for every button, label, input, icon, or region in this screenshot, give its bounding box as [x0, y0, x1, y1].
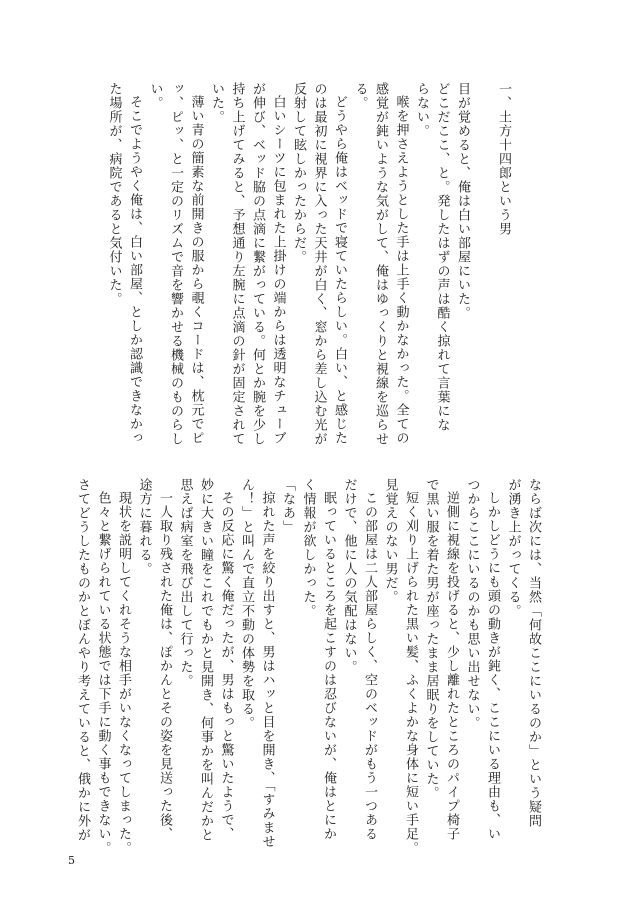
- text-line: この部屋は二人部屋らしく、空のベッドがもう一つある: [362, 491, 377, 841]
- text-line: さてどうしたものかとぼんやり考えていると、俄かに外が: [75, 478, 90, 842]
- text-line: ッ、ピッ、と一定のリズムで音を響かせる機械のものらし: [168, 82, 183, 446]
- text-line: 見覚えのない男だ。: [382, 478, 398, 604]
- text-line: 妙に大きい瞳をこれでもかと見開き、何事かを叫んだかと: [198, 478, 213, 842]
- text-line: のは最初に視界に入った天井が白く、窓から差し込む光が: [311, 82, 327, 446]
- text-line: 色々と繋げられている状態では下手に動く事もできない。: [95, 491, 111, 855]
- text-line: く情報が欲しかった。: [300, 478, 316, 618]
- text-line: らない。: [414, 82, 429, 138]
- text-line: た場所が、病院であると気付いた。: [106, 82, 122, 306]
- text-line: で黒い服を着た男が座ったまま居眠りをしていた。: [423, 478, 439, 800]
- text-line: 短く刈り上げられた黒い髪、ふくよかな身体に短い手足。: [403, 491, 418, 855]
- text-line: だけで、他に人の気配はない。: [341, 478, 357, 674]
- text-line: 思えば病室を飛び出して行った。: [177, 478, 193, 688]
- text-line: 現状を説明してくれそうな相手がいなくなってしまった。: [116, 491, 131, 855]
- text-line: る。: [352, 82, 368, 110]
- text-line: 眠っているところを起こすのは忍びないが、俺はとにか: [321, 491, 336, 841]
- text-line: ならば次には、当然「何故ここにいるのか」という疑問: [526, 478, 541, 828]
- text-line: どうやら俺はベッドで寝ていたらしい。白い、と感じた: [332, 95, 347, 445]
- text-line: 白いシーツに包まれた上掛けの端からは透明なチューブ: [270, 95, 286, 445]
- text-line: 喉を押さえようとした手は上手く動かなかった。全ての: [393, 95, 409, 445]
- text-line: 反射して眩しかったからだ。: [291, 82, 306, 264]
- text-line: が湧き上がってくる。: [505, 478, 521, 618]
- text-line: 逆側に視線を投げると、少し離れたところのパイプ椅子: [444, 491, 459, 841]
- text-line: そこでようやく俺は、白い部屋、としか認識できなかっ: [127, 95, 142, 445]
- text-line: ん！」と叫んで直立不動の体勢を取る。: [239, 478, 254, 730]
- text-line: 薄い青の簡素な前開きの服から覗くコードは、枕元でピ: [188, 95, 204, 445]
- upper-text-block: [73, 82, 513, 446]
- text-line: い。: [147, 82, 163, 110]
- text-line: が伸び、ベッド脇の点滴に繋がっている。何とか腕を少し: [250, 82, 265, 446]
- text-line: その反応に驚く俺だったが、男はもっと驚いたようで、: [218, 491, 234, 841]
- text-line: 掠れた声を絞り出すと、男はハッと目を開き、「すみませ: [259, 491, 275, 849]
- text-line: しかしどうにも頭の動きが鈍く、ここにいる理由も、い: [485, 491, 500, 841]
- text-line: どこだここ、と。発したはずの声は酷く掠れて言葉にな: [434, 82, 450, 432]
- text-line: 目が覚めると、俺は白い部屋にいた。: [455, 82, 470, 320]
- text-line: つからここにいるのかも思い出せない。: [464, 478, 480, 730]
- text-line: いた。: [209, 82, 224, 124]
- text-line: 感覚が鈍いような気がして、俺はゆっくりと視線を巡らせ: [373, 82, 388, 446]
- text-line: 途方に暮れる。: [136, 478, 152, 576]
- chapter-title: 一、土方十四郎という男: [496, 82, 511, 236]
- text-line: 「なあ」: [280, 478, 295, 534]
- text-line: 一人取り残された俺は、ぽかんとその姿を見送った後、: [157, 491, 172, 841]
- title-spacer: [472, 82, 493, 442]
- text-line: 持ち上げてみると、予想通り左腕に点滴の針が固定されて: [229, 82, 245, 446]
- lower-text-block: [73, 478, 543, 855]
- page-number: 5: [68, 854, 75, 867]
